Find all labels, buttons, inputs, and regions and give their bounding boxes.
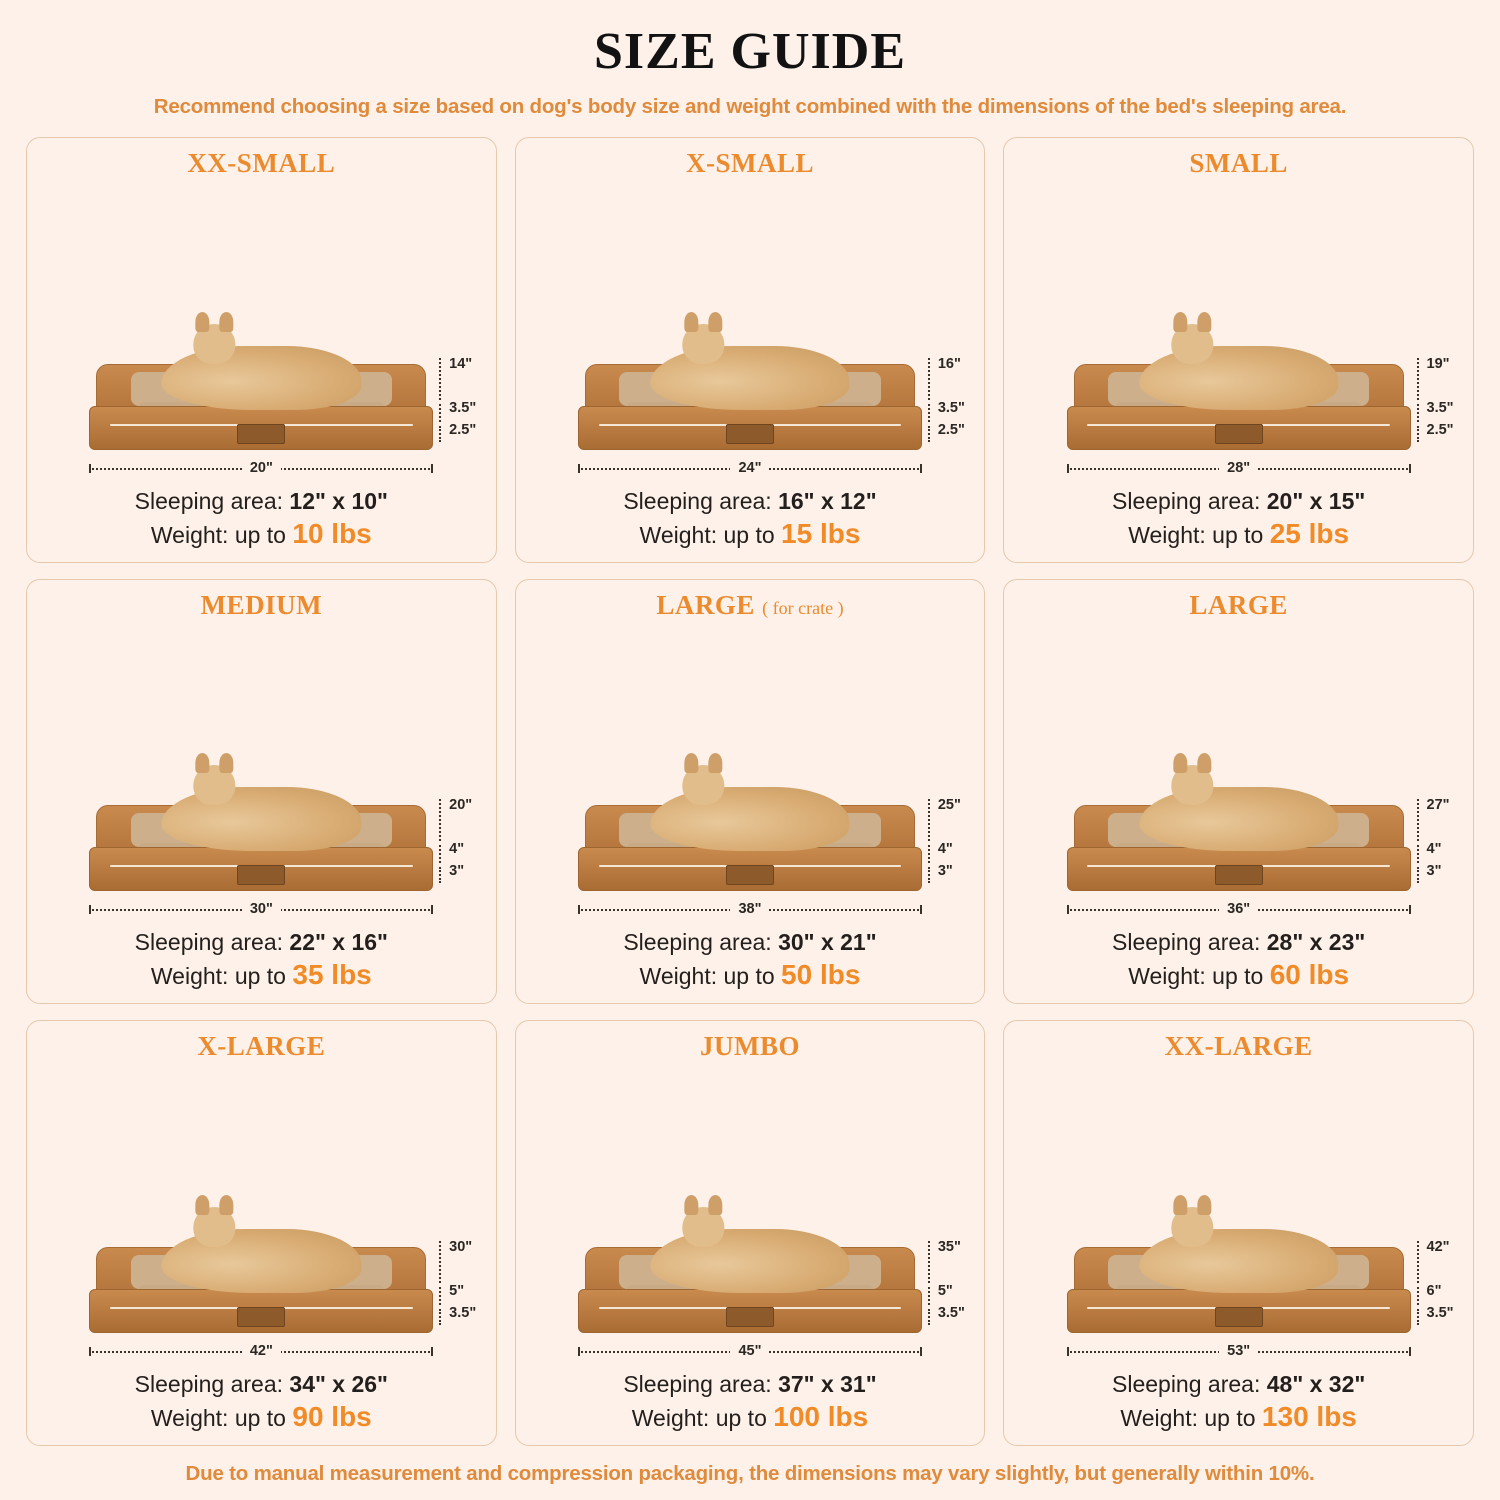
dimension-cap-right (920, 464, 922, 473)
weight-row (151, 1401, 372, 1433)
horizontal-dimension (578, 460, 922, 476)
weight-value: 15 lbs (781, 517, 861, 549)
dimension-mattress: 2.5" (1426, 421, 1454, 438)
pet-head (194, 765, 236, 805)
dimension-mattress: 3" (1426, 863, 1442, 880)
size-card-jumbo (515, 1020, 986, 1446)
dimension-length: 53" (1219, 1343, 1258, 1359)
dimension-cap-left (578, 905, 580, 914)
vertical-dimensions (922, 354, 978, 450)
dimension-bolster: 3.5" (937, 399, 965, 416)
pet-ear-left (196, 1195, 210, 1215)
dimension-line-bolster (928, 1287, 930, 1305)
pet-ear-right (220, 1195, 234, 1215)
dimension-line-mattress (439, 426, 441, 442)
dimension-cap-right (431, 464, 433, 473)
sleeping-area-value: 30" x 21" (778, 929, 877, 956)
vertical-dimensions (1411, 1237, 1467, 1333)
dimension-height: 14" (449, 355, 473, 372)
size-card-x-large (26, 1020, 497, 1446)
dimension-line-mattress (1417, 1309, 1419, 1325)
pet-ear-left (684, 312, 698, 332)
dimension-line-mattress (928, 426, 930, 442)
dimension-bolster: 3.5" (1426, 399, 1454, 416)
footer-note: Due to manual measurement and compression packaging, the dimensions may vary slightly, but generally within 10%. (185, 1462, 1315, 1485)
size-card-xx-large (1003, 1020, 1474, 1446)
horizontal-dimension (1067, 460, 1411, 476)
weight-row (640, 959, 861, 991)
dimension-line-bolster (439, 1287, 441, 1305)
sleeping-area-label: Sleeping area: (134, 1370, 290, 1397)
dimension-length: 42" (242, 1343, 281, 1359)
weight-label: Weight: up to (639, 521, 782, 548)
weight-value: 100 lbs (773, 1400, 869, 1432)
dimension-line-bolster (1417, 1287, 1419, 1305)
sleeping-area-label: Sleeping area: (1112, 487, 1267, 514)
size-name: LARGE (656, 589, 755, 620)
weight-label: Weight: up to (150, 521, 293, 548)
pet-head (194, 324, 236, 364)
dimension-length: 36" (1219, 901, 1258, 917)
size-name: SMALL (1189, 148, 1288, 178)
brand-tag (1215, 865, 1263, 885)
dimension-height: 20" (449, 797, 473, 814)
dimension-height: 25" (937, 797, 961, 814)
sleeping-area-label: Sleeping area: (623, 929, 779, 956)
pet-head (194, 1207, 236, 1247)
weight-row (151, 518, 372, 550)
dimension-line-mattress (1417, 867, 1419, 883)
sleeping-area-value: 16" x 12" (778, 487, 877, 514)
pet-head (1171, 765, 1213, 805)
dimension-line-height (1417, 1241, 1419, 1283)
size-name: XX-LARGE (1164, 1031, 1313, 1062)
size-card-small (1003, 137, 1474, 563)
size-card-title (201, 590, 322, 621)
french-bulldog (1139, 346, 1338, 410)
sleeping-area-value: 28" x 23" (1266, 929, 1366, 956)
dimension-cap-left (1067, 464, 1069, 473)
bed-illustration (530, 623, 971, 926)
dimension-mattress: 3" (449, 863, 465, 880)
sleeping-area-row (623, 1371, 876, 1398)
size-name: JUMBO (699, 1031, 800, 1062)
bed-illustration (1018, 181, 1459, 484)
size-name: LARGE (1189, 589, 1288, 620)
weight-row (151, 959, 372, 991)
sleeping-area-row (135, 488, 388, 515)
sleeping-area-value: 20" x 15" (1266, 487, 1366, 514)
sleeping-area-label: Sleeping area: (134, 487, 290, 514)
pet-ear-left (684, 1195, 698, 1215)
weight-label: Weight: up to (631, 1404, 774, 1431)
bed-illustration (530, 1064, 971, 1367)
dimension-height: 35" (937, 1238, 961, 1255)
brand-tag (1215, 1307, 1263, 1327)
dimension-line-height (928, 799, 930, 841)
size-card-title (700, 1031, 800, 1062)
dimension-cap-left (89, 1347, 91, 1356)
bed-illustration (41, 1064, 482, 1367)
dimension-bolster: 4" (449, 841, 465, 858)
dimension-cap-right (920, 1347, 922, 1356)
dimension-line-height (928, 358, 930, 400)
dog-bed-graphic (1067, 795, 1450, 918)
size-card-title (1189, 590, 1288, 621)
vertical-dimensions (433, 1237, 489, 1333)
bed-illustration (1018, 623, 1459, 926)
size-card-title (1189, 148, 1288, 179)
page-subtitle: Recommend choosing a size based on dog's body size and weight combined with the dimensions of the bed's sleeping area. (153, 95, 1347, 118)
weight-value: 130 lbs (1261, 1400, 1357, 1432)
pet-head (682, 324, 724, 364)
dimension-line-height (1417, 358, 1419, 400)
dimension-cap-left (1067, 905, 1069, 914)
dimension-height: 30" (449, 1238, 473, 1255)
dimension-cap-left (89, 464, 91, 473)
sleeping-area-label: Sleeping area: (623, 487, 779, 514)
dimension-cap-left (578, 464, 580, 473)
horizontal-dimension (1067, 1343, 1411, 1359)
dimension-line-bolster (928, 404, 930, 422)
dimension-bolster: 4" (1426, 841, 1442, 858)
pet-head (1171, 324, 1213, 364)
pet-ear-right (1197, 753, 1211, 773)
dimension-line-mattress (928, 1309, 930, 1325)
dimension-mattress: 3" (937, 863, 953, 880)
horizontal-dimension (89, 1343, 433, 1359)
dimension-length: 28" (1219, 460, 1258, 476)
pet-head (682, 1207, 724, 1247)
size-note: ( for crate ) (762, 597, 844, 618)
sleeping-area-value: 48" x 32" (1266, 1370, 1366, 1397)
dimension-cap-left (578, 1347, 580, 1356)
weight-row (640, 518, 861, 550)
brand-tag (237, 1307, 285, 1327)
dimension-line-mattress (1417, 426, 1419, 442)
dog-bed-graphic (578, 354, 965, 476)
dimension-height: 27" (1426, 797, 1450, 814)
size-card-medium (26, 579, 497, 1005)
dimension-cap-left (89, 905, 91, 914)
weight-label: Weight: up to (1120, 1404, 1262, 1431)
sleeping-area-label: Sleeping area: (134, 929, 290, 956)
size-name: X-SMALL (685, 148, 814, 178)
dimension-line-height (439, 799, 441, 841)
horizontal-dimension (89, 901, 433, 917)
border-collie-dog (1139, 787, 1338, 851)
weight-label: Weight: up to (150, 963, 293, 990)
horizontal-dimension (578, 1343, 922, 1359)
size-card-large (515, 579, 986, 1005)
weight-value: 60 lbs (1269, 959, 1350, 991)
dimension-line-bolster (439, 845, 441, 863)
pet-ear-left (196, 312, 210, 332)
pet-ear-right (708, 1195, 722, 1215)
brand-tag (1215, 424, 1263, 444)
sleeping-area-row (623, 929, 876, 956)
dimension-line-bolster (928, 845, 930, 863)
pet-ear-right (220, 312, 234, 332)
dimension-mattress: 3.5" (1426, 1304, 1454, 1321)
size-card-title (187, 148, 335, 179)
size-card-title (656, 590, 843, 621)
size-card-title (1165, 1031, 1313, 1062)
shiba-inu-dog (650, 787, 849, 851)
sleeping-area-row (1112, 1371, 1365, 1398)
dimension-line-height (439, 1241, 441, 1283)
dimension-length: 30" (242, 901, 281, 917)
vertical-dimensions (1411, 354, 1467, 450)
pet-ear-left (1173, 1195, 1187, 1215)
vertical-dimensions (922, 795, 978, 891)
sleeping-area-value: 34" x 26" (289, 1370, 388, 1397)
dimension-line-height (1417, 799, 1419, 841)
dimension-cap-right (1409, 905, 1411, 914)
dimension-line-mattress (439, 867, 441, 883)
brand-tag (237, 865, 285, 885)
brand-tag (726, 424, 774, 444)
pet-ear-left (1173, 312, 1187, 332)
pet-head (1171, 1207, 1213, 1247)
size-card-large (1003, 579, 1474, 1005)
dimension-line-height (928, 1241, 930, 1283)
dimension-line-bolster (1417, 845, 1419, 863)
horizontal-dimension (1067, 901, 1411, 917)
dimension-line-mattress (928, 867, 930, 883)
size-card-xx-small (26, 137, 497, 563)
pet-ear-right (1197, 1195, 1211, 1215)
page-title: SIZE GUIDE (594, 23, 906, 80)
dog-bed-graphic (89, 795, 473, 918)
dimension-line-bolster (1417, 404, 1419, 422)
sleeping-area-label: Sleeping area: (1112, 929, 1267, 956)
dimension-bolster: 5" (449, 1282, 465, 1299)
dimension-cap-right (431, 1347, 433, 1356)
dimension-cap-right (1409, 464, 1411, 473)
dimension-cap-right (431, 905, 433, 914)
weight-value: 10 lbs (292, 517, 372, 549)
size-name: X-LARGE (197, 1031, 326, 1062)
size-card-x-small (515, 137, 986, 563)
dimension-cap-left (1067, 1347, 1069, 1356)
size-card-title (686, 148, 814, 179)
bed-illustration (1018, 1064, 1459, 1367)
pet-ear-left (684, 753, 698, 773)
size-card-grid (26, 137, 1474, 1446)
weight-row (1120, 1401, 1356, 1433)
brand-tag (726, 1307, 774, 1327)
weight-value: 50 lbs (781, 959, 861, 991)
rottweiler-dog (1139, 1229, 1338, 1293)
dog-bed-graphic (578, 1237, 965, 1359)
labrador-dog (650, 1229, 849, 1293)
dimension-mattress: 3.5" (937, 1304, 965, 1321)
ragdoll-cat (162, 346, 361, 410)
dimension-bolster: 4" (937, 841, 953, 858)
weight-row (632, 1401, 868, 1433)
dimension-line-height (439, 358, 441, 400)
pet-ear-left (1173, 753, 1187, 773)
dimension-mattress: 2.5" (449, 421, 477, 438)
dimension-length: 38" (730, 901, 769, 917)
dimension-height: 19" (1426, 355, 1450, 372)
vertical-dimensions (433, 795, 489, 891)
dimension-bolster: 5" (937, 1282, 953, 1299)
dimension-mattress: 2.5" (937, 421, 965, 438)
brand-tag (237, 424, 285, 444)
pet-ear-left (196, 753, 210, 773)
sleeping-area-row (135, 929, 388, 956)
size-name: MEDIUM (200, 589, 323, 620)
dimension-height: 42" (1426, 1238, 1450, 1255)
pet-ear-right (1197, 312, 1211, 332)
bed-illustration (41, 623, 482, 926)
dog-bed-graphic (89, 354, 477, 476)
dimension-line-mattress (439, 1309, 441, 1325)
brand-tag (726, 865, 774, 885)
weight-label: Weight: up to (639, 963, 782, 990)
dimension-bolster: 3.5" (449, 399, 477, 416)
vertical-dimensions (1411, 795, 1467, 891)
dimension-length: 45" (730, 1343, 769, 1359)
weight-row (1128, 959, 1349, 991)
pet-ear-right (708, 753, 722, 773)
pet-ear-right (220, 753, 234, 773)
dog-bed-graphic (1067, 1237, 1454, 1359)
sleeping-area-row (1112, 929, 1365, 956)
sleeping-area-row (135, 1371, 388, 1398)
sleeping-area-row (623, 488, 876, 515)
pet-head (682, 765, 724, 805)
dog-bed-graphic (1067, 354, 1454, 476)
weight-label: Weight: up to (1128, 963, 1270, 990)
sleeping-area-label: Sleeping area: (623, 1370, 779, 1397)
weight-label: Weight: up to (1128, 521, 1270, 548)
weight-value: 35 lbs (292, 959, 372, 991)
dog-bed-graphic (578, 795, 961, 918)
sleeping-area-value: 37" x 31" (778, 1370, 877, 1397)
weight-label: Weight: up to (150, 1404, 293, 1431)
horizontal-dimension (89, 460, 433, 476)
corgi-dog (162, 787, 361, 851)
sleeping-area-row (1112, 488, 1365, 515)
bed-illustration (530, 181, 971, 484)
bed-illustration (41, 181, 482, 484)
weight-value: 90 lbs (292, 1400, 372, 1432)
sleeping-area-value: 22" x 16" (289, 929, 388, 956)
dimension-mattress: 3.5" (449, 1304, 477, 1321)
dog-bed-graphic (89, 1237, 477, 1359)
dimension-cap-right (920, 905, 922, 914)
size-name: XX-SMALL (187, 148, 336, 178)
dimension-cap-right (1409, 1347, 1411, 1356)
weight-row (1128, 518, 1349, 550)
pet-ear-right (708, 312, 722, 332)
dimension-line-bolster (439, 404, 441, 422)
dimension-height: 16" (937, 355, 961, 372)
size-card-title (197, 1031, 325, 1062)
vertical-dimensions (433, 354, 489, 450)
shih-tzu-dog (650, 346, 849, 410)
horizontal-dimension (578, 901, 922, 917)
vertical-dimensions (922, 1237, 978, 1333)
dimension-length: 20" (242, 460, 281, 476)
sleeping-area-value: 12" x 10" (289, 487, 388, 514)
golden-retriever-dog (162, 1229, 361, 1293)
dimension-bolster: 6" (1426, 1282, 1442, 1299)
sleeping-area-label: Sleeping area: (1112, 1370, 1267, 1397)
weight-value: 25 lbs (1269, 517, 1350, 549)
dimension-length: 24" (730, 460, 769, 476)
